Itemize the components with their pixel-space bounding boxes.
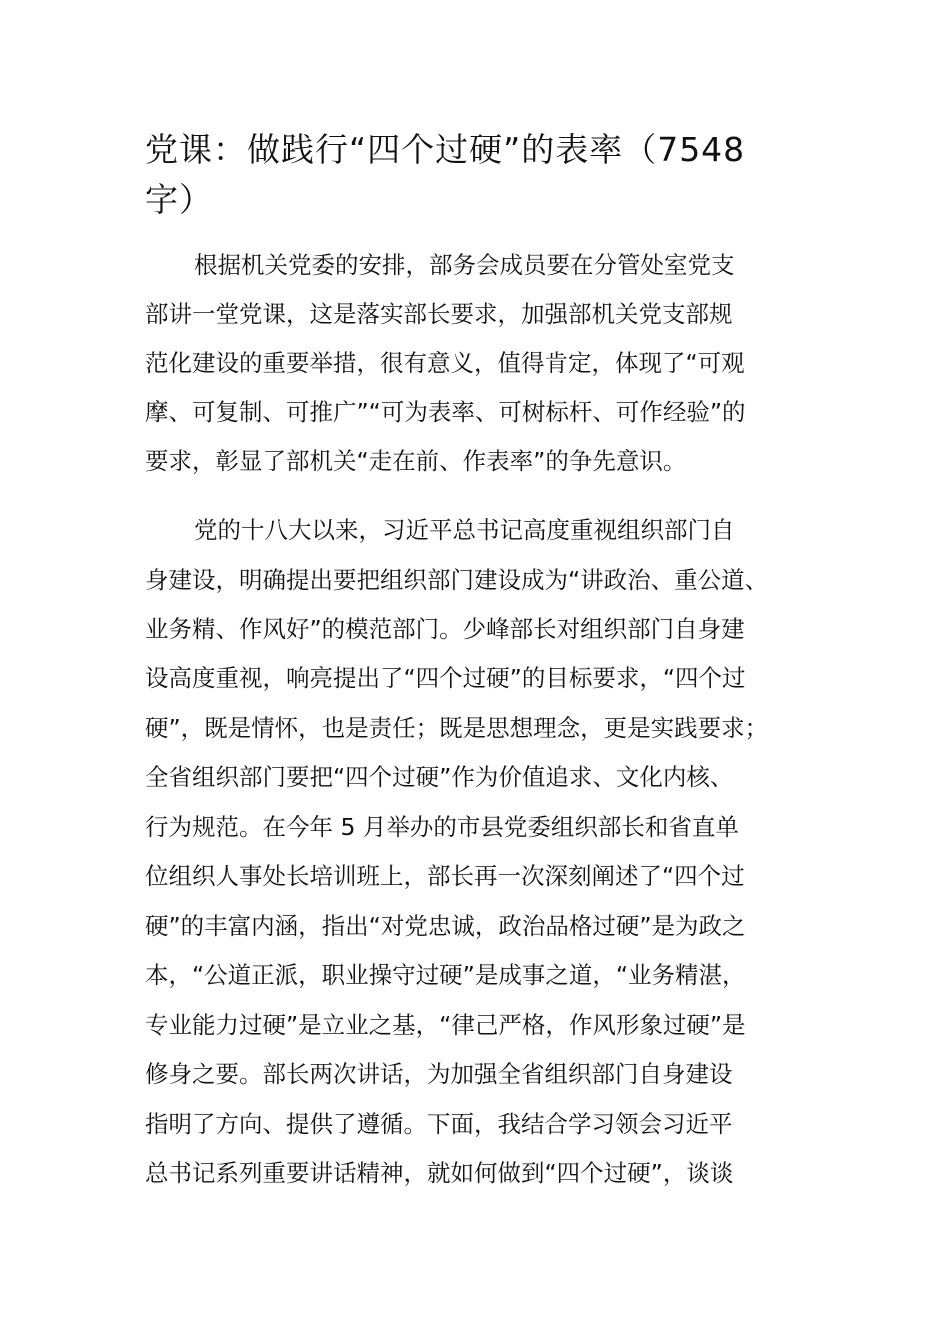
paragraph-2-line-3: 业务精、作风好”的模范部门。少峰部长对组织部门自身建 — [145, 615, 745, 643]
paragraph-1-line-4: 摩、可复制、可推广”“可为表率、可树标杆、可作经验”的 — [145, 398, 746, 426]
paragraph-1-line-2: 部讲一堂党课，这是落实部长要求，加强部机关党支部规 — [145, 300, 733, 328]
paragraph-1-line-5: 要求，彰显了部机关“走在前、作表率”的争先意识。 — [145, 447, 687, 475]
paragraph-2-line-9: 硬”的丰富内涵，指出“对党忠诚，政治品格过硬”是为政之 — [145, 912, 746, 940]
paragraph-2-line-6: 全省组织部门要把“四个过硬”作为价值追求、文化内核、 — [145, 763, 734, 791]
paragraph-2-line-5: 硬”，既是情怀，也是责任；既是思想理念，更是实践要求； — [145, 714, 769, 742]
paragraph-1-line-1: 根据机关党委的安排，部务会成员要在分管处室党支 — [194, 251, 735, 279]
paragraph-2-line-13: 指明了方向、提供了遵循。下面，我结合学习领会习近平 — [145, 1110, 733, 1138]
paragraph-2-line-10: 本，“公道正派，职业操守过硬”是成事之道，“业务精湛， — [145, 961, 746, 989]
paragraph-2-line-2: 身建设，明确提出要把组织部门建设成为“讲政治、重公道、 — [145, 566, 769, 594]
paragraph-2-line-7: 行为规范。在今年 5 月举办的市县党委组织部长和省直单 — [145, 813, 739, 841]
document-title-line-1: 党课：做践行“四个过硬”的表率（7548 — [145, 130, 746, 169]
paragraph-2-line-1: 党的十八大以来，习近平总书记高度重视组织部门自 — [194, 516, 735, 544]
paragraph-2-line-8: 位组织人事处长培训班上，部长再一次深刻阐述了“四个过 — [145, 862, 745, 890]
paragraph-2-line-4: 设高度重视，响亮提出了“四个过硬”的目标要求，“四个过 — [145, 664, 746, 692]
paragraph-2-line-11: 专业能力过硬”是立业之基，“律己严格，作风形象过硬”是 — [145, 1011, 746, 1039]
paragraph-2-line-12: 修身之要。部长两次讲话，为加强全省组织部门自身建设 — [145, 1060, 733, 1088]
paragraph-1-line-3: 范化建设的重要举措，很有意义，值得肯定，体现了“可观 — [145, 349, 745, 377]
document-title-line-2: 字） — [145, 180, 213, 219]
paragraph-2-line-14: 总书记系列重要讲话精神，就如何做到“四个过硬”，谈谈 — [145, 1159, 734, 1187]
